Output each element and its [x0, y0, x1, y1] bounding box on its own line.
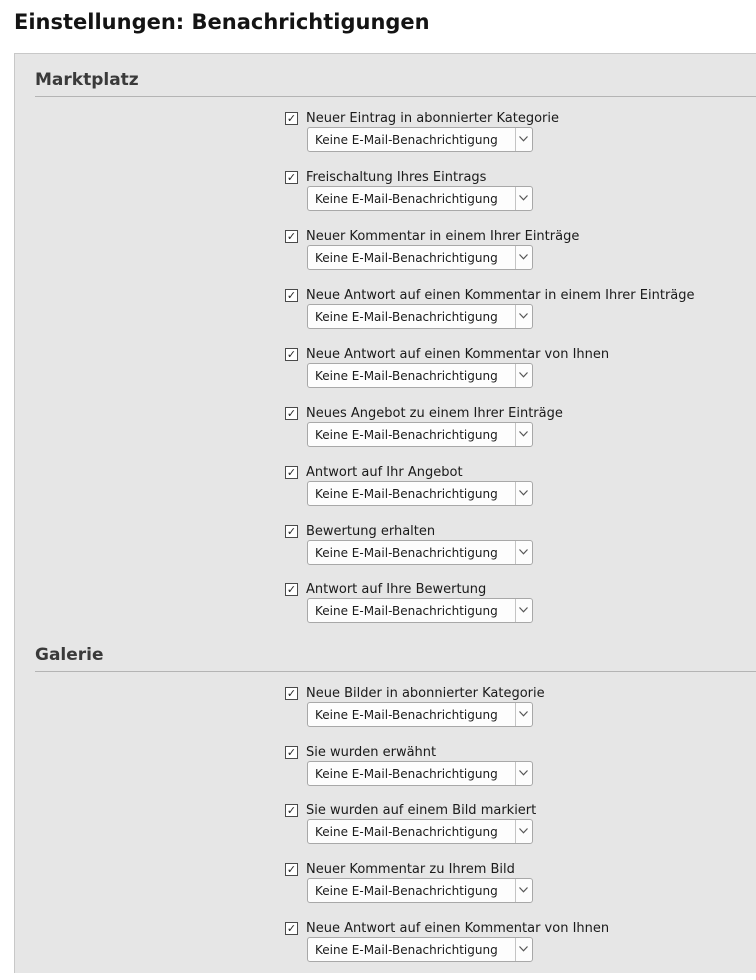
chevron-down-icon — [519, 136, 528, 142]
notification-checkbox[interactable]: ✓ — [286, 746, 297, 759]
option-label: Neue Bilder in abonnierter Kategorie — [306, 686, 545, 701]
chevron-down-icon — [519, 372, 528, 378]
option-label: Neue Antwort auf einen Kommentar in einem Ihrer Einträge — [306, 288, 695, 303]
option-label: Bewertung erhalten — [306, 524, 436, 539]
email-frequency-select[interactable] — [307, 540, 533, 565]
option-row — [285, 583, 725, 641]
dropdown-button[interactable] — [515, 305, 532, 328]
email-frequency-select[interactable] — [307, 245, 533, 270]
chevron-down-icon — [519, 431, 528, 437]
email-frequency-select[interactable] — [307, 304, 533, 329]
page-title: Einstellungen: Benachrichtigungen — [14, 10, 430, 34]
chevron-down-icon — [519, 711, 528, 717]
dropdown-button[interactable] — [515, 762, 532, 785]
chevron-down-icon — [519, 607, 528, 613]
email-frequency-select[interactable] — [307, 127, 533, 152]
email-frequency-select[interactable] — [307, 702, 533, 727]
section-heading-marktplatz: Marktplatz — [35, 70, 139, 90]
chevron-down-icon — [519, 490, 528, 496]
chevron-down-icon — [519, 770, 528, 776]
chevron-down-icon — [519, 254, 528, 260]
select-value: Keine E-Mail-Benachrichtigung — [315, 604, 498, 618]
dropdown-button[interactable] — [515, 703, 532, 726]
notification-checkbox[interactable]: ✓ — [286, 171, 297, 184]
select-value: Keine E-Mail-Benachrichtigung — [315, 943, 498, 957]
option-label: Sie wurden erwähnt — [306, 745, 437, 760]
option-row — [285, 348, 725, 406]
notification-checkbox[interactable]: ✓ — [286, 687, 297, 700]
chevron-down-icon — [519, 549, 528, 555]
email-frequency-select[interactable] — [307, 422, 533, 447]
section-divider — [35, 96, 756, 97]
email-frequency-select[interactable] — [307, 363, 533, 388]
email-frequency-select[interactable] — [307, 878, 533, 903]
option-row — [285, 112, 725, 170]
chevron-down-icon — [519, 887, 528, 893]
dropdown-button[interactable] — [515, 246, 532, 269]
notification-checkbox[interactable]: ✓ — [286, 466, 297, 479]
email-frequency-select[interactable] — [307, 481, 533, 506]
notification-checkbox[interactable]: ✓ — [286, 348, 297, 361]
notification-checkbox[interactable]: ✓ — [286, 863, 297, 876]
chevron-down-icon — [519, 313, 528, 319]
select-value: Keine E-Mail-Benachrichtigung — [315, 192, 498, 206]
email-frequency-select[interactable] — [307, 761, 533, 786]
option-row — [285, 746, 725, 804]
notification-checkbox[interactable]: ✓ — [286, 112, 297, 125]
option-row — [285, 804, 725, 862]
option-row — [285, 525, 725, 583]
select-value: Keine E-Mail-Benachrichtigung — [315, 825, 498, 839]
option-row — [285, 922, 725, 980]
chevron-down-icon — [519, 195, 528, 201]
option-label: Neue Antwort auf einen Kommentar von Ihnen — [306, 347, 610, 362]
option-row — [285, 171, 725, 229]
settings-panel — [14, 53, 756, 973]
notification-checkbox[interactable]: ✓ — [286, 922, 297, 935]
dropdown-button[interactable] — [515, 820, 532, 843]
option-label: Antwort auf Ihr Angebot — [306, 465, 463, 480]
select-value: Keine E-Mail-Benachrichtigung — [315, 708, 498, 722]
dropdown-button[interactable] — [515, 423, 532, 446]
notification-checkbox[interactable]: ✓ — [286, 230, 297, 243]
option-label: Antwort auf Ihre Bewertung — [306, 582, 487, 597]
option-label: Neuer Kommentar in einem Ihrer Einträge — [306, 229, 580, 244]
email-frequency-select[interactable] — [307, 598, 533, 623]
dropdown-button[interactable] — [515, 187, 532, 210]
select-value: Keine E-Mail-Benachrichtigung — [315, 487, 498, 501]
dropdown-button[interactable] — [515, 482, 532, 505]
select-value: Keine E-Mail-Benachrichtigung — [315, 767, 498, 781]
dropdown-button[interactable] — [515, 541, 532, 564]
dropdown-button[interactable] — [515, 364, 532, 387]
option-label: Neuer Eintrag in abonnierter Kategorie — [306, 111, 559, 126]
option-row — [285, 289, 725, 347]
section-divider — [35, 671, 756, 672]
option-row — [285, 407, 725, 465]
notification-checkbox[interactable]: ✓ — [286, 289, 297, 302]
dropdown-button[interactable] — [515, 128, 532, 151]
select-value: Keine E-Mail-Benachrichtigung — [315, 133, 498, 147]
email-frequency-select[interactable] — [307, 819, 533, 844]
option-label: Neuer Kommentar zu Ihrem Bild — [306, 862, 515, 877]
option-label: Neues Angebot zu einem Ihrer Einträge — [306, 406, 563, 421]
option-row — [285, 687, 725, 745]
option-label: Neue Antwort auf einen Kommentar von Ihnen — [306, 921, 610, 936]
dropdown-button[interactable] — [515, 879, 532, 902]
dropdown-button[interactable] — [515, 599, 532, 622]
select-value: Keine E-Mail-Benachrichtigung — [315, 884, 498, 898]
chevron-down-icon — [519, 828, 528, 834]
notification-checkbox[interactable]: ✓ — [286, 583, 297, 596]
email-frequency-select[interactable] — [307, 937, 533, 962]
notification-checkbox[interactable]: ✓ — [286, 804, 297, 817]
option-label: Sie wurden auf einem Bild markiert — [306, 803, 537, 818]
dropdown-button[interactable] — [515, 938, 532, 961]
select-value: Keine E-Mail-Benachrichtigung — [315, 251, 498, 265]
notification-checkbox[interactable]: ✓ — [286, 525, 297, 538]
email-frequency-select[interactable] — [307, 186, 533, 211]
option-row — [285, 230, 725, 288]
section-heading-galerie: Galerie — [35, 645, 104, 665]
option-row — [285, 466, 725, 524]
option-row — [285, 863, 725, 921]
select-value: Keine E-Mail-Benachrichtigung — [315, 428, 498, 442]
select-value: Keine E-Mail-Benachrichtigung — [315, 369, 498, 383]
select-value: Keine E-Mail-Benachrichtigung — [315, 546, 498, 560]
chevron-down-icon — [519, 946, 528, 952]
select-value: Keine E-Mail-Benachrichtigung — [315, 310, 498, 324]
option-label: Freischaltung Ihres Eintrags — [306, 170, 487, 185]
notification-checkbox[interactable]: ✓ — [286, 407, 297, 420]
